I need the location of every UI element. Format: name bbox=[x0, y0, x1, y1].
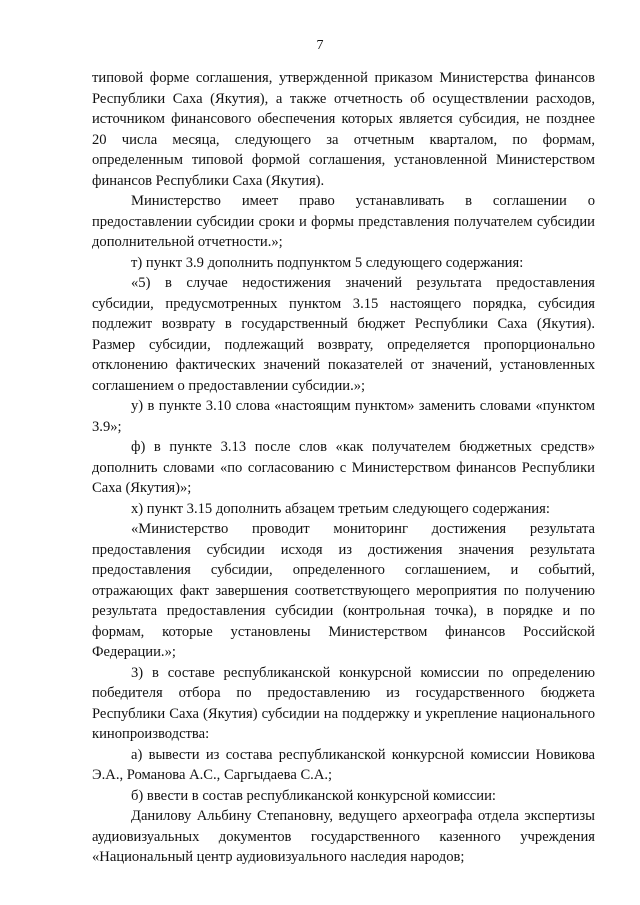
document-body bbox=[92, 68, 595, 868]
paragraph-ministry-rights: Министерство имеет право устанавливать в соглашении о предоставлении субсидии сроки и формы представления получателем субсидии дополнительной отчетности.»; bbox=[92, 193, 595, 250]
paragraph-new-member: Данилову Альбину Степановну, ведущего археографа отдела экспертизы аудиовизуальных документов государственного казенного учреждения «Национальный центр аудиовизуального наследия народов; bbox=[92, 808, 595, 865]
paragraph-item-kh: х) пункт 3.15 дополнить абзацем третьим следующего содержания: bbox=[131, 500, 550, 517]
paragraph-item-b: б) ввести в состав республиканской конкурсной комиссии: bbox=[131, 787, 496, 804]
paragraph-item-u: у) в пункте 3.10 слова «настоящим пунктом» заменить словами «пунктом 3.9»; bbox=[92, 398, 595, 435]
paragraph-subitem-5: «5) в случае недостижения значений результата предоставления субсидии, предусмотренных пунктом 3.15 настоящего порядка, субсидия подлежит возврату в государственный бюджет Республики Саха (Якутия). Размер субсидии, подлежащий возврату, определяется пропорционально отклонению фактических значений показателей от значений, установленных соглашением о предоставлении субсидии.»; bbox=[92, 275, 595, 394]
page-number: 7 bbox=[316, 38, 324, 53]
paragraph-item-t: т) пункт 3.9 дополнить подпунктом 5 следующего содержания: bbox=[131, 254, 524, 271]
paragraph-monitoring: «Министерство проводит мониторинг достижения результата предоставления субсидии исходя из достижения значения результата предоставления субсидии, определенного соглашением, и событий, отражающих факт завершения соответствующего мероприятия по получению результата предоставления субсидии (контрольная точка), в порядке и по формам, которые установлены Министерством финансов Российской Федерации.»; bbox=[92, 521, 595, 660]
paragraph-item-a: а) вывести из состава республиканской конкурсной комиссии Новикова Э.А., Романова А.С., Саргыдаева С.А.; bbox=[92, 746, 595, 783]
paragraph-item-f: ф) в пункте 3.13 после слов «как получателем бюджетных средств» дополнить словами «по согласованию с Министерством финансов Республики Саха (Якутия)»; bbox=[92, 439, 595, 496]
paragraph-continuation: типовой форме соглашения, утвержденной приказом Министерства финансов Республики Саха (Якутия), а также отчетность об осуществлении расходов, источником финансового обеспечения которых является субсидия, не позднее 20 числа месяца, следующего за отчетным кварталом, по формам, определенным типовой формой соглашения, установленной Министерством финансов Республики Саха (Якутия). bbox=[92, 70, 595, 189]
paragraph-item-3: 3) в составе республиканской конкурсной комиссии по определению победителя отбора по предоставлению из государственного бюджета Республики Саха (Якутия) субсидии на поддержку и укрепление национального кинопроизводства: bbox=[92, 664, 595, 742]
